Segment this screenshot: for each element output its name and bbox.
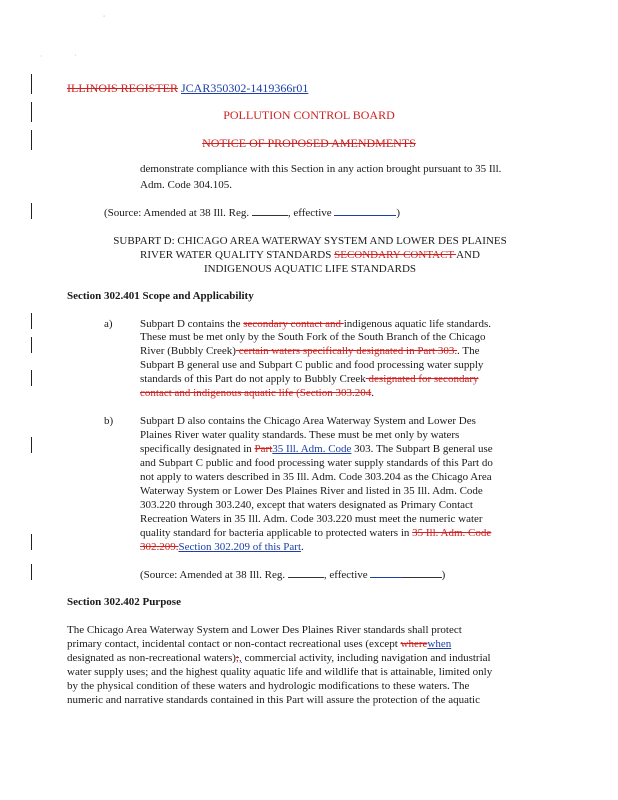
- item-b-line-6: Waterway System or Lower Des Plaines River and listed in 35 Ill. Adm. Code: [140, 485, 483, 497]
- register-line: [67, 81, 308, 95]
- subpart-heading-1: SUBPART D: CHICAGO AREA WATERWAY SYSTEM AND LOWER DES PLAINES: [113, 235, 507, 247]
- item-a-line-6: contact and indigenous aquatic life (Section 303.204.: [140, 387, 374, 399]
- change-bar: [31, 313, 32, 329]
- item-a-line-4: Subpart B general use and Subpart C public and food processing water supply: [140, 359, 484, 371]
- item-b-line-10: 302.209.Section 302.209 of this Part.: [140, 541, 304, 553]
- change-bar: [31, 203, 32, 219]
- purpose-line-6: numeric and narrative standards contained in this Part will assure the protection of the aquatic: [67, 694, 480, 706]
- item-b-line-9: quality standard for bacteria applicable to protected waters in 35 Ill. Adm. Code: [140, 527, 492, 539]
- source-note-1: (Source: Amended at 38 Ill. Reg. , effective ): [104, 207, 401, 219]
- item-b-line-1: Subpart D also contains the Chicago Area Waterway System and Lower Des: [140, 415, 476, 427]
- subpart-heading-3: INDIGENOUS AQUATIC LIFE STANDARDS: [203, 263, 417, 275]
- source-note-2: (Source: Amended at 38 Ill. Reg. , effective ): [140, 569, 446, 581]
- purpose-line-3: designated as non-recreational waters);, commercial activity, including navigation and industrial: [67, 652, 491, 664]
- item-a-line-5: standards of this Part do not apply to Bubbly Creek designated for secondary: [140, 373, 479, 385]
- change-bar: [31, 370, 32, 386]
- purpose-line-1: The Chicago Area Waterway System and Lower Des Plaines River standards shall protect: [67, 624, 462, 636]
- section-402-heading: Section 302.402 Purpose: [67, 596, 181, 608]
- item-a-line-3: River (Bubbly Creek) certain waters specifically designated in Part 303.. The: [140, 345, 480, 357]
- subpart-heading-2: RIVER WATER QUALITY STANDARDS SECONDARY CONTACT AND: [140, 249, 480, 261]
- blank-register: [288, 577, 324, 578]
- board-title: POLLUTION CONTROL BOARD: [223, 108, 395, 122]
- scan-speck: ﾟ: [103, 15, 107, 24]
- item-b-label: b): [104, 415, 114, 427]
- blank-effective: [370, 577, 402, 578]
- item-b-line-5: not apply to waters described in 35 Ill. Adm. Code 303.204 as the Chicago Area: [140, 471, 492, 483]
- change-bar: [31, 437, 32, 453]
- blank-effective-tail: [402, 577, 442, 578]
- item-b-line-8: Recreation Waters in 35 Ill. Adm. Code 303.220 must meet the numeric water: [140, 513, 483, 525]
- item-a-line-2: These must be met only by the South Fork of the South Branch of the Chicago: [140, 331, 486, 343]
- purpose-line-2: primary contact, incidental contact or non-contact recreational uses (except wherewhen: [67, 638, 452, 650]
- item-a-line-1: Subpart D contains the secondary contact and indigenous aquatic life standards.: [140, 318, 491, 330]
- item-b-line-7: 303.220 through 303.240, except that waters designated as Primary Contact: [140, 499, 473, 511]
- notice-title: NOTICE OF PROPOSED AMENDMENTS: [202, 136, 416, 150]
- section-401-heading: Section 302.401 Scope and Applicability: [67, 290, 254, 302]
- register-id: JCAR350302-1419366r01: [181, 81, 309, 95]
- item-b-line-2: Plaines River water quality standards. These must be met only by waters: [140, 429, 460, 441]
- purpose-line-4: water supply uses; and the highest quality aquatic life and wildlife that is attainable, limited only: [67, 666, 493, 678]
- change-bar: [31, 337, 32, 353]
- blank-effective: [334, 215, 396, 216]
- register-deleted: ILLINOIS REGISTER: [67, 81, 178, 95]
- item-b-line-4: and Subpart C public and food processing water supply standards of this Part do: [140, 457, 493, 469]
- item-a-label: a): [104, 318, 113, 330]
- change-bar: [31, 534, 32, 550]
- change-bar: [31, 564, 32, 580]
- change-bar: [31, 74, 32, 94]
- scan-speck: ·: [40, 52, 43, 61]
- intro-line-2: Adm. Code 304.105.: [140, 179, 232, 191]
- purpose-line-5: by the physical condition of these waters and hydrologic modifications to these waters. The: [67, 680, 470, 692]
- blank-register: [252, 215, 288, 216]
- scan-speck: ·: [74, 51, 77, 60]
- intro-line-1: demonstrate compliance with this Section in any action brought pursuant to 35 Ill.: [140, 163, 502, 175]
- item-b-line-3: specifically designated in Part35 Ill. Adm. Code 303. The Subpart B general use: [140, 443, 493, 455]
